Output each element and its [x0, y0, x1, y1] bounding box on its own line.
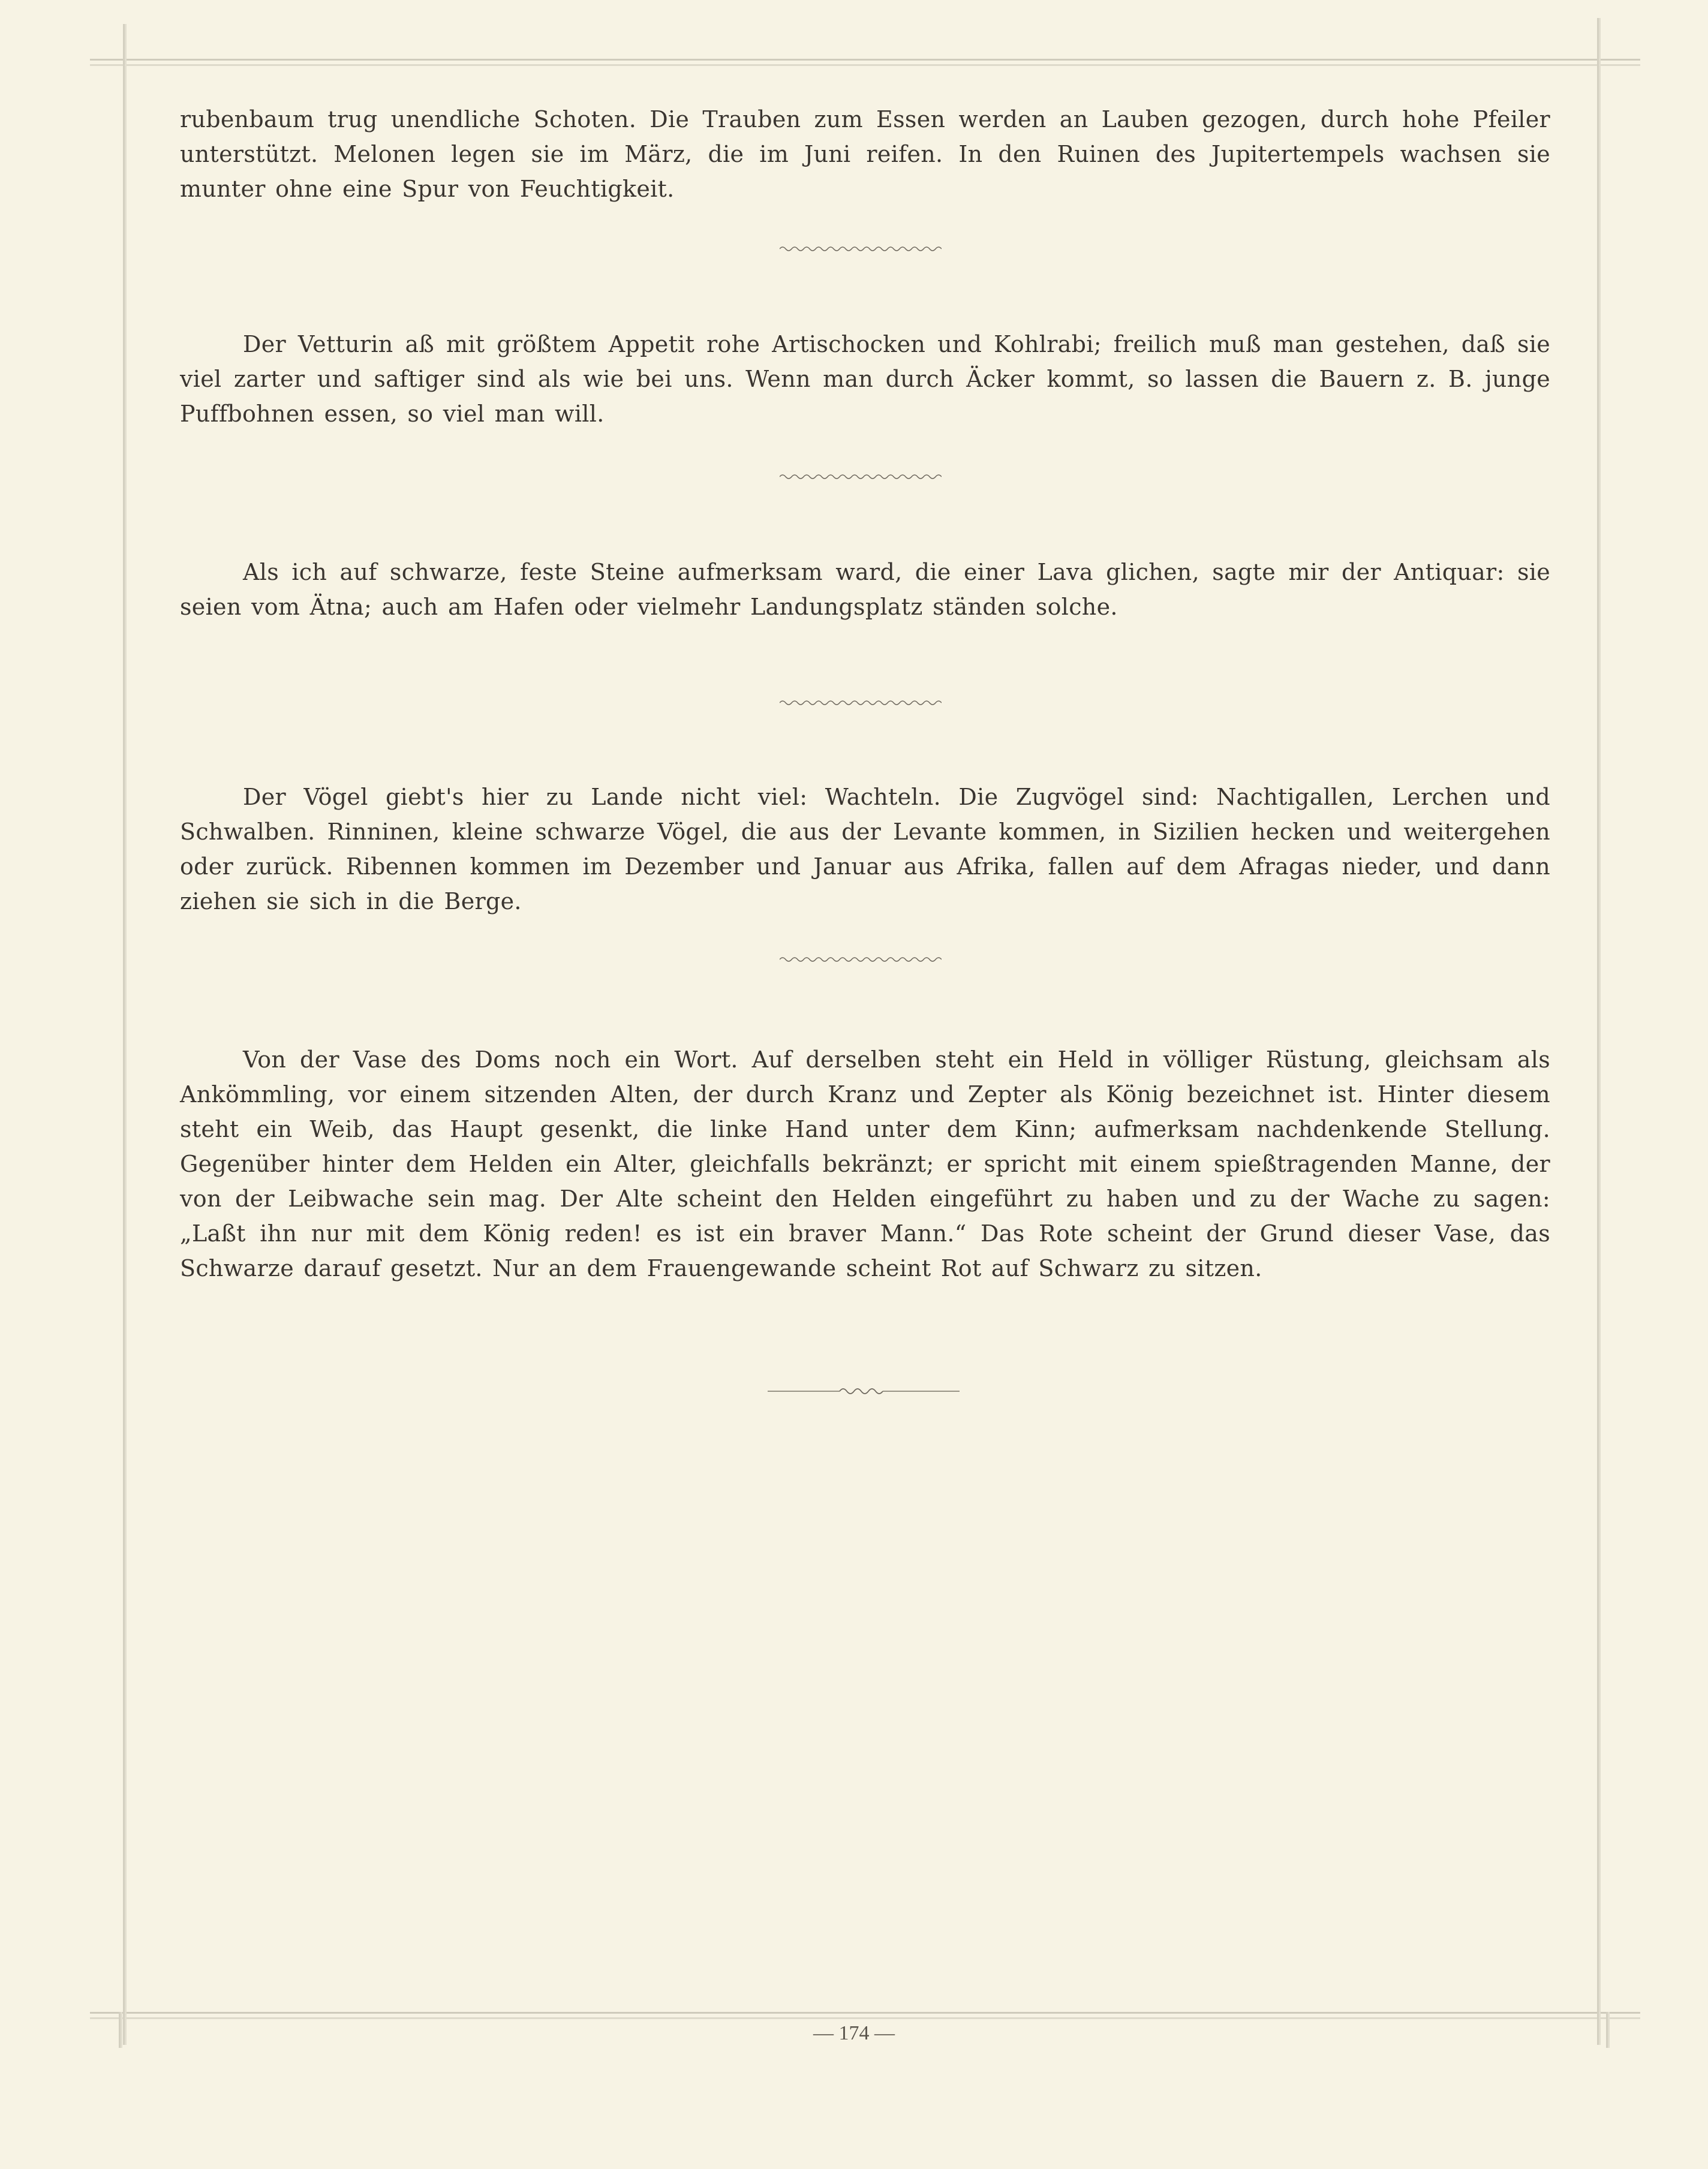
paragraph-birds: Der Vögel giebt's hier zu Lande nicht viel: Wachteln. Die Zugvögel sind: Nachtigallen, Lerchen und Schwalben. Rinninen, kleine schwarze Vögel, die aus der Levante kommen, in Sizilien hecken und weitergehen oder zurück. Ribennen kommen im Dezember und Januar aus Afrika, fallen auf dem Afragas nieder, und dann ziehen sie sich in die Berge. — [180, 784, 1550, 914]
paragraph-vetturin: Der Vetturin aß mit größtem Appetit rohe Artischocken und Kohlrabi; freilich muß man gestehen, daß sie viel zarter und saftiger sind als wie bei uns. Wenn man durch Äcker kommt, so lassen die Bauern z. B. junge Puffbohnen essen, so viel man will. — [180, 331, 1550, 427]
frame-rule-right — [1597, 18, 1601, 2045]
wavy-divider-ornament — [780, 243, 942, 255]
wavy-divider-ornament — [780, 471, 942, 483]
end-ornament — [768, 1384, 960, 1398]
frame-rule-top — [90, 59, 1640, 66]
frame-rule-left — [123, 24, 127, 2045]
paragraph-fruit-trees: rubenbaum trug unendliche Schoten. Die Trauben zum Essen werden an Lauben gezogen, durch hohe Pfeiler unterstützt. Melonen legen sie im März, die im Juni reifen. In den Ruinen des Jupitertempels wachsen sie munter ohne eine Spur von Feuchtigkeit. — [180, 106, 1550, 202]
frame-rule-right-foot — [1606, 2012, 1610, 2048]
paragraph-lava-stones: Als ich auf schwarze, feste Steine aufmerksam ward, die einer Lava glichen, sagte mir der Antiquar: sie seien vom Ätna; auch am Hafen oder vielmehr Landungsplatz ständen solche. — [180, 559, 1550, 620]
frame-rule-left-foot — [119, 2012, 122, 2048]
wavy-divider-ornament — [780, 953, 942, 965]
page-number: — 174 — — [813, 2022, 895, 2044]
wavy-divider-ornament — [780, 697, 942, 709]
paragraph-vase: Von der Vase des Doms noch ein Wort. Auf derselben steht ein Held in völliger Rüstung, gleichsam als Ankömmling, vor einem sitzenden Alten, der durch Kranz und Zepter als König bezeichnet ist. Hinter diesem steht ein Weib, das Haupt gesenkt, die linke Hand unter dem Kinn; aufmerksam nachdenkende Stellung. Gegenüber hinter dem Helden ein Alter, gleichfalls bekränzt; er spricht mit einem spießtragenden Manne, der von der Leibwache sein mag. Der Alte scheint den Helden eingeführt zu haben und zu der Wache zu sagen: „Laßt ihn nur mit dem König reden! es ist ein braver Mann.“ Das Rote scheint der Grund dieser Vase, das Schwarze darauf gesetzt. Nur an dem Frauengewande scheint Rot auf Schwarz zu sitzen. — [180, 1046, 1550, 1281]
frame-rule-bottom — [90, 2012, 1640, 2019]
